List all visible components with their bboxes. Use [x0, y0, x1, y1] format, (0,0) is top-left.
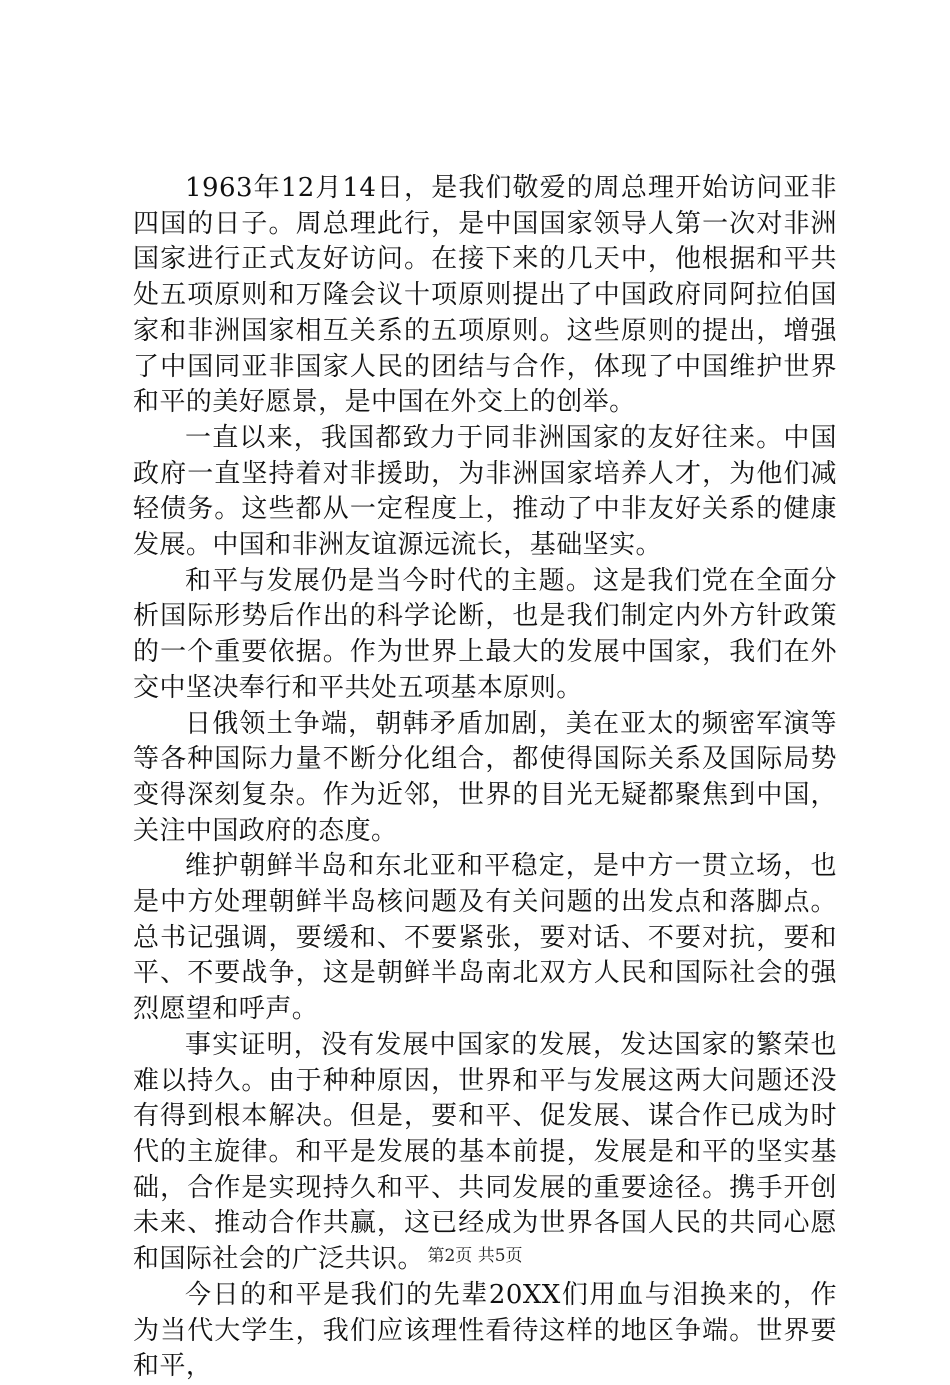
paragraph-7: 今日的和平是我们的先辈20XX们用血与泪换来的，作为当代大学生，我们应该理性看待这样的地区争端。世界要和平，: [133, 1279, 837, 1382]
paragraph-2: 一直以来，我国都致力于同非洲国家的友好往来。中国政府一直坚持着对非援助，为非洲国家培养人才，为他们减轻债务。这些都从一定程度上，推动了中非友好关系的健康发展。中国和非洲友谊源远流长，基础坚实。: [133, 422, 837, 561]
paragraph-5: 维护朝鲜半岛和东北亚和平稳定，是中方一贯立场，也是中方处理朝鲜半岛核问题及有关问题的出发点和落脚点。总书记强调，要缓和、不要紧张，要对话、不要对抗，要和平、不要战争，这是朝鲜半岛南北双方人民和国际社会的强烈愿望和呼声。: [133, 851, 837, 1025]
paragraph-4: 日俄领土争端，朝韩矛盾加剧，美在亚太的频密军演等等各种国际力量不断分化组合，都使得国际关系及国际局势变得深刻复杂。作为近邻，世界的目光无疑都聚焦到中国，关注中国政府的态度。: [133, 708, 837, 846]
page-number-footer: 第2页 共5页: [427, 1246, 523, 1266]
paragraph-3: 和平与发展仍是当今时代的主题。这是我们党在全面分析国际形势后作出的科学论断，也是我们制定内外方针政策的一个重要依据。作为世界上最大的发展中国家，我们在外交中坚决奉行和平共处五项基本原则。: [133, 565, 837, 703]
document-body: [133, 171, 837, 1385]
paragraph-6: 事实证明，没有发展中国家的发展，发达国家的繁荣也难以持久。由于种种原因，世界和平与发展这两大问题还没有得到根本解决。但是，要和平、促发展、谋合作已成为时代的主旋律。和平是发展的基本前提，发展是和平的坚实基础，合作是实现持久和平、共同发展的重要途径。携手开创未来、推动合作共赢，这已经成为世界各国人民的共同心愿和国际社会的广泛共识。: [133, 1029, 837, 1275]
paragraph-1: 1963年12月14日，是我们敬爱的周总理开始访问亚非四国的日子。周总理此行，是中国国家领导人第一次对非洲国家进行正式友好访问。在接下来的几天中，他根据和平共处五项原则和万隆会议十项原则提出了中国政府同阿拉伯国家和非洲国家相互关系的五项原则。这些原则的提出，增强了中国同亚非国家人民的团结与合作，体现了中国维护世界和平的美好愿景，是中国在外交上的创举。: [133, 173, 837, 418]
